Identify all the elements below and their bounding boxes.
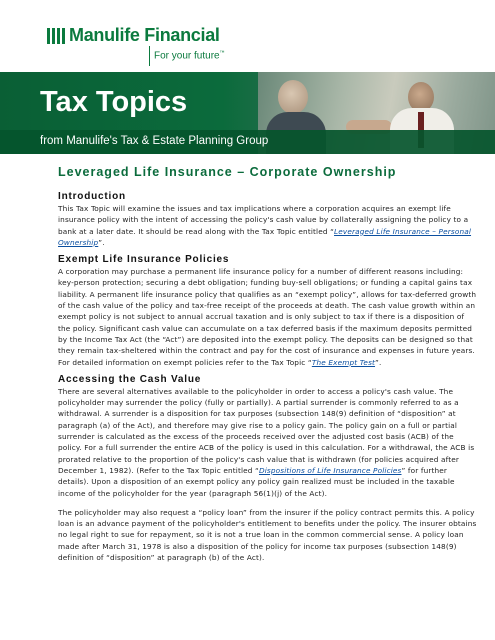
brand-tagline [154, 50, 225, 61]
exempt-text-a: A corporation may purchase a permanent life insurance policy for a number of different reasons including: key-person protection; securing a debt obligation; funding buy-sell obligations; or funding a capital gains tax liability. A permanent life insurance policy that qualifies as an “exempt policy”, allows for tax-deferred growth of the cash value of the policy and tax-free receipt of the proceeds at death. The cash value growth within an exempt policy is not subject to annual accrual taxation and is only subject to tax if there is a disposition of the policy. Significant cash value can accumulate on a tax deferred basis if the maximum deposits permitted by the Income Tax Act (the “Act”) are deposited into the exempt policy. The deposits can be designed so that they remain tax-sheltered within the contract and pay for the cost of insurance and expenses in future years. For detailed information on exempt policies refer to the Tax Topic “ [58, 267, 477, 367]
link-leveraged-personal-ownership[interactable]: Leveraged Life Insurance – Personal Ownership [58, 226, 472, 247]
section-heading-introduction: Introduction [58, 191, 126, 202]
link-exempt-test[interactable]: The Exempt Test [311, 357, 376, 367]
section-heading-accessing-cash-value: Accessing the Cash Value [58, 373, 202, 385]
link-dispositions[interactable]: Dispositions of Life Insurance Policies [258, 465, 402, 475]
exempt-text-b: ”. [375, 357, 382, 367]
brand-name: Manulife Financial [69, 25, 220, 45]
header [0, 0, 495, 72]
banner-subtitle-bar [0, 130, 495, 154]
logo-divider [149, 46, 150, 66]
access-text-b: ” for further details). Upon a disposition of an exempt policy any policy gain realized must be included in the taxable income of the policyholder for the year (paragraph 56(1)(j) of the Act). [58, 465, 455, 498]
section-heading-exempt-policies: Exempt Life Insurance Policies [58, 254, 230, 266]
access-paragraph-2: The policyholder may also request a “policy loan” from the insurer if the policy contract permits this. A policy loan is an advance payment of the policyholder's entitlement to benefits under the policy. The insurer obtains no legal right to sue for repayment, so it is not a true loan in the common commercial sense. A policy loan made after March 31, 1978 is also a disposition of the policy for income tax purposes (subsection 148(9) definition of “disposition” at paragraph (b) of the Act). [58, 507, 477, 563]
document-body [58, 165, 478, 569]
trademark-mark: ™ [219, 50, 225, 56]
intro-text-a: This Tax Topic will examine the issues and tax implications where a corporation acquires an exempt life insurance policy with the intent of accessing the policy's cash value by collaterally assigning the policy to a bank at a later date. It should be read along with the Tax Topic entitled “ [58, 204, 469, 236]
brand-tagline-text: For your future [154, 50, 220, 62]
manulife-logo-icon [47, 28, 65, 44]
access-paragraph-1 [58, 386, 478, 499]
banner-subtitle: from Manulife's Tax & Estate Planning Group [40, 135, 269, 147]
document-title: Leveraged Life Insurance – Corporate Ownership [58, 165, 397, 179]
intro-text-b: ”. [98, 237, 105, 247]
exempt-paragraph [58, 266, 478, 368]
photo-person-left-head [278, 80, 308, 114]
introduction-paragraph [58, 203, 478, 248]
access-text-a: There are several alternatives available to the policyholder in order to access a policy's cash value. The policyholder may surrender the policy (fully or partially). A partial surrender is commonly referred to as a withdrawal. A surrender is a disposition for tax purposes (subsection 148(9) definition of “disposition” at paragraph (a) of the Act), and therefore may give rise to a policy gain. The policy gain on a full or partial surrender is calculated as the excess of the proceeds received over the adjusted cost basis (ACB) of the policy. For a full surrender the entire ACB of the policy is used in this calculation. For a withdrawal, the ACB is prorated relative to the proportion of the policy's cash value that is withdrawn (for policies acquired after December 1, 1982). (Refer to the Tax Topic entitled “ [58, 386, 475, 475]
banner-title: Tax Topics [40, 86, 188, 118]
